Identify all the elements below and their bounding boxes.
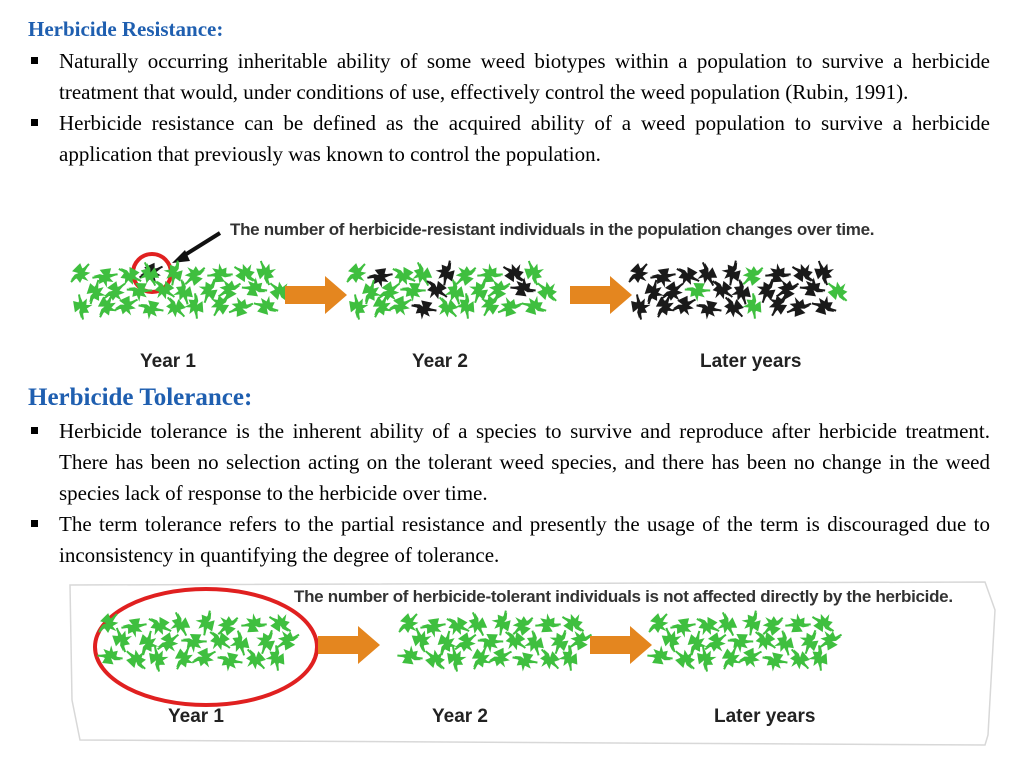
tolerance-figure-caption: The number of herbicide-tolerant individuals is not affected directly by the herbicide. xyxy=(294,587,953,606)
tolerance-bullet-1: Herbicide tolerance is the inherent ability of a species to survive and reproduce after herbicide treatment. There has been no selection acting on the tolerant weed species, and there has been no change in the weed species lack of response to the herbicide over time. xyxy=(28,416,990,509)
weed-resistant-icon xyxy=(787,296,811,320)
weed-green-icon xyxy=(438,297,457,316)
weed-green-icon xyxy=(254,295,278,319)
arrow-right-icon xyxy=(285,276,347,314)
weed-green-icon xyxy=(828,283,846,301)
resistance-year-1-label: Year 1 xyxy=(140,351,196,372)
weed-green-icon xyxy=(104,281,125,302)
resistance-later-years-label: Later years xyxy=(700,351,802,372)
weed-resistant-icon xyxy=(412,296,437,321)
weed-resistant-icon xyxy=(677,264,699,286)
tolerance-year-1-label: Year 1 xyxy=(168,706,224,727)
tolerance-heading: Herbicide Tolerance: xyxy=(28,384,253,411)
weed-green-icon xyxy=(139,296,164,321)
resistance-heading: Herbicide Resistance: xyxy=(28,17,224,41)
weed-resistant-icon xyxy=(629,264,647,282)
weed-resistant-icon xyxy=(812,295,836,319)
tolerance-later-years-label: Later years xyxy=(714,706,816,727)
tolerance-bullet-2: The term tolerance refers to the partial resistance and presently the usage of the term is discouraged due to inconsistency in quantifying the degree of tolerance. xyxy=(28,509,990,571)
resistance-year-2-label: Year 2 xyxy=(412,351,468,372)
weed-green-icon xyxy=(743,266,763,286)
weed-resistant-icon xyxy=(697,296,722,321)
arrow-right-icon xyxy=(570,276,632,314)
weed-green-icon xyxy=(234,263,255,284)
weed-green-icon xyxy=(166,297,185,316)
weed-green-icon xyxy=(155,279,175,299)
weed-green-icon xyxy=(498,296,522,320)
resistance-bullet-2: Herbicide resistance can be defined as the acquired ability of a weed population to survive a herbicide application that previously was known to control the population. xyxy=(28,108,990,170)
weed-green-icon xyxy=(347,264,365,282)
weed-green-icon xyxy=(522,295,546,319)
resistance-bullet-1: Naturally occurring inheritable ability of some weed biotypes within a population to survive a herbicide treatment that would, under conditions of use, effectively control the weed population (Rubin, 1991). xyxy=(28,46,990,108)
weed-green-icon xyxy=(71,264,89,282)
weed-green-icon xyxy=(393,264,415,286)
tolerance-bullet-list xyxy=(28,416,990,571)
resistance-figure xyxy=(68,233,846,320)
tolerance-year-2-label: Year 2 xyxy=(432,706,488,727)
weed-green-icon xyxy=(456,266,476,286)
weed-green-icon xyxy=(68,294,93,319)
weed-resistant-icon xyxy=(756,279,779,302)
weed-green-icon xyxy=(538,283,556,301)
weed-resistant-icon xyxy=(724,297,743,316)
weed-resistant-icon xyxy=(662,281,683,302)
weed-resistant-icon xyxy=(792,263,813,284)
weed-resistant-icon xyxy=(626,294,651,319)
weed-resistant-icon xyxy=(503,263,524,284)
weed-green-icon xyxy=(229,296,253,320)
resistance-figure-caption: The number of herbicide-resistant individuals in the population changes over time. xyxy=(230,220,875,239)
weed-green-icon xyxy=(198,279,221,302)
weed-resistant-icon xyxy=(713,279,733,299)
weed-green-icon xyxy=(185,266,205,286)
